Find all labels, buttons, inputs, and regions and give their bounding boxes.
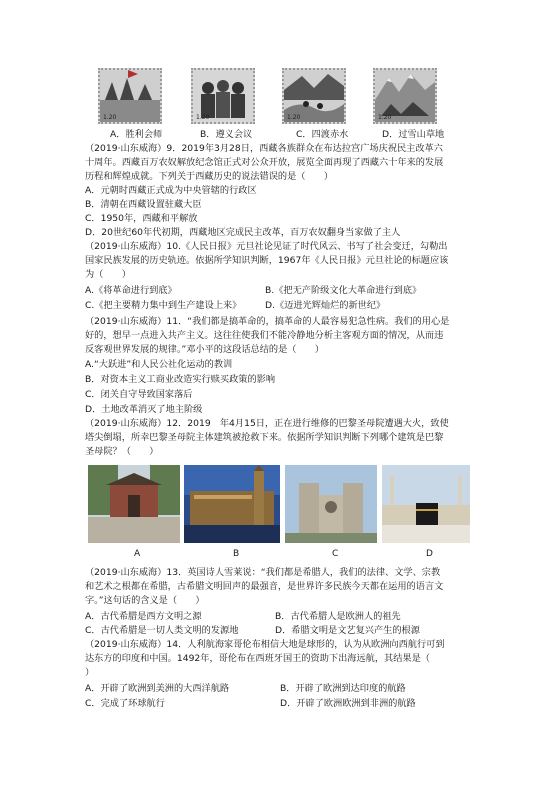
q13-option-c: C．古代希腊是一切人类文明的发源地 — [85, 625, 239, 636]
q14-option-b: B．开辟了欧洲到达印度的航路 — [280, 683, 406, 694]
q14-stem-line: ） — [85, 667, 95, 678]
q11-option-a: A.“大跃进”和人民公社化运动的教训 — [85, 359, 233, 370]
q10-option-a: A.《将革命进行到底》 — [85, 285, 177, 296]
q9-stem-line: 历程和辉煌成就。下列关于西藏历史的说法错误的是（ ） — [85, 171, 334, 182]
stamp-image-four-crossings — [282, 68, 346, 124]
q11-stem-line: 好的，想早一点进入共产主义。这往往使我们不能冷静地分析主客观方面的情况，从而违 — [85, 330, 444, 341]
stamp-caption-a: A．胜利会师 — [110, 129, 163, 140]
q9-option-a: A．元朝时西藏正式成为中央管辖的行政区 — [85, 185, 257, 196]
q14-option-d: D．开辟了欧洲欧洲到非洲的航路 — [280, 698, 416, 709]
q12-stem-line: （2019·山东威海）12．2019 年4月15日，正在进行维修的巴黎圣母院遭遇大火，致使 — [85, 418, 449, 429]
stamp-image-zunyi-meeting — [191, 68, 255, 124]
q10-option-b: B.《把无产阶级文化大革命进行到底》 — [265, 285, 422, 296]
q13-option-d: D．希腊文明是文艺复兴产生的根源 — [275, 625, 420, 636]
stamp-value-text: 1.20 — [103, 114, 117, 121]
photo-label-a: A — [134, 549, 141, 559]
q10-stem-line: （2019·山东威海）10.《人民日报》元旦社论见证了时代风云、书写了社会变迁，勾勒出 — [85, 241, 448, 252]
q11-stem-line: 反客观世界发展的规律。”邓小平的这段话总结的是（ ） — [85, 344, 325, 355]
photo-d-kaaba-mosque — [382, 465, 470, 543]
q10-option-c: C.《把主要精力集中到生产建设上来》 — [85, 300, 242, 311]
q14-stem-line: （2019·山东威海）14．人利航海家哥伦布相信大地是球形的，认为从欧洲向西航行可到 — [85, 639, 445, 650]
stamp-caption-b: B．遵义会议 — [200, 129, 253, 140]
q13-stem-line: （2019·山东威海）13．英国诗人雪莱说：“我们都是希腊人，我们的法律、文学、宗教 — [85, 567, 441, 578]
q9-option-d: D．20世纪60年代初期，西藏地区完成民主改革，百万农奴翻身当家做了主人 — [85, 227, 401, 238]
stamp-value-text: 1.20 — [378, 114, 392, 121]
q13-stem-line: 字。”这句话的含义是（ ） — [85, 595, 205, 606]
photo-label-c: C — [332, 549, 339, 559]
stamp-image-victory-meeting — [98, 68, 162, 124]
stamp-value-text: 1.20 — [287, 114, 301, 121]
q11-option-d: D．土地改革消灭了地主阶级 — [85, 404, 203, 415]
q9-stem-line: （2019·山东威海）9．2019年3月28日，西藏各族群众在布达拉宫广场庆祝民主改革六 — [85, 143, 443, 154]
q11-option-b: B．对资本主义工商业改造实行赎买政策的影响 — [85, 374, 276, 385]
q11-option-c: C．闭关自守导致国家落后 — [85, 389, 193, 400]
stamp-image-snow-mountains — [373, 68, 437, 124]
q11-stem-line: （2019·山东威海）11．“我们都是搞革命的，搞革命的人最容易犯急性病。我们的用心是 — [85, 316, 450, 327]
q14-option-a: A．开辟了欧洲到美洲的大西洋航路 — [85, 683, 230, 694]
photo-label-b: B — [233, 549, 240, 559]
q10-stem-line: 为（ ） — [85, 269, 131, 280]
q10-option-d: D.《迈进光辉灿烂的新世纪》 — [265, 300, 386, 311]
stamp-caption-d: D．过雪山草地 — [382, 129, 445, 140]
q9-stem-line: 十周年。西藏百万农奴解放纪念馆正式对公众开放，展览全面再现了西藏六十年来的发展 — [85, 157, 444, 168]
q14-stem-line: 达东方的印度和中国。1492年，哥伦布在西班牙国王的资助下出海远航，其结果是（ — [85, 653, 430, 664]
photo-label-d: D — [426, 549, 433, 559]
stamp-caption-c: C．四渡赤水 — [296, 129, 349, 140]
photo-a-chinese-temple — [88, 465, 180, 543]
q12-stem-line: 塔尖倒塌，所幸巴黎圣母院主体建筑被抢救下来。依据所学知识判断下列哪个建筑是巴黎 — [85, 432, 444, 443]
q14-option-c: C．完成了环球航行 — [85, 698, 165, 709]
photo-b-westminster — [184, 465, 280, 543]
q12-stem-line: 圣母院？（ ） — [85, 446, 159, 457]
q9-option-b: B．清朝在西藏设置驻藏大臣 — [85, 199, 202, 210]
q10-stem-line: 国家民族发展的历史轨迹。依据所学知识判断，1967年《人民日报》元旦社论的标题应该 — [85, 255, 449, 266]
q13-option-b: B．古代希腊人是欧洲人的祖先 — [275, 611, 401, 622]
q13-option-a: A．古代希腊是西方文明之源 — [85, 611, 202, 622]
photo-c-notre-dame — [285, 465, 377, 543]
q13-stem-line: 和艺术之根都在希腊，古希腊文明回声的最强音，是世界许多民族今天都在运用的语言文 — [85, 581, 444, 592]
q9-option-c: C．1950年，西藏和平解放 — [85, 213, 198, 224]
stamp-value-text: 1.20 — [196, 114, 210, 121]
